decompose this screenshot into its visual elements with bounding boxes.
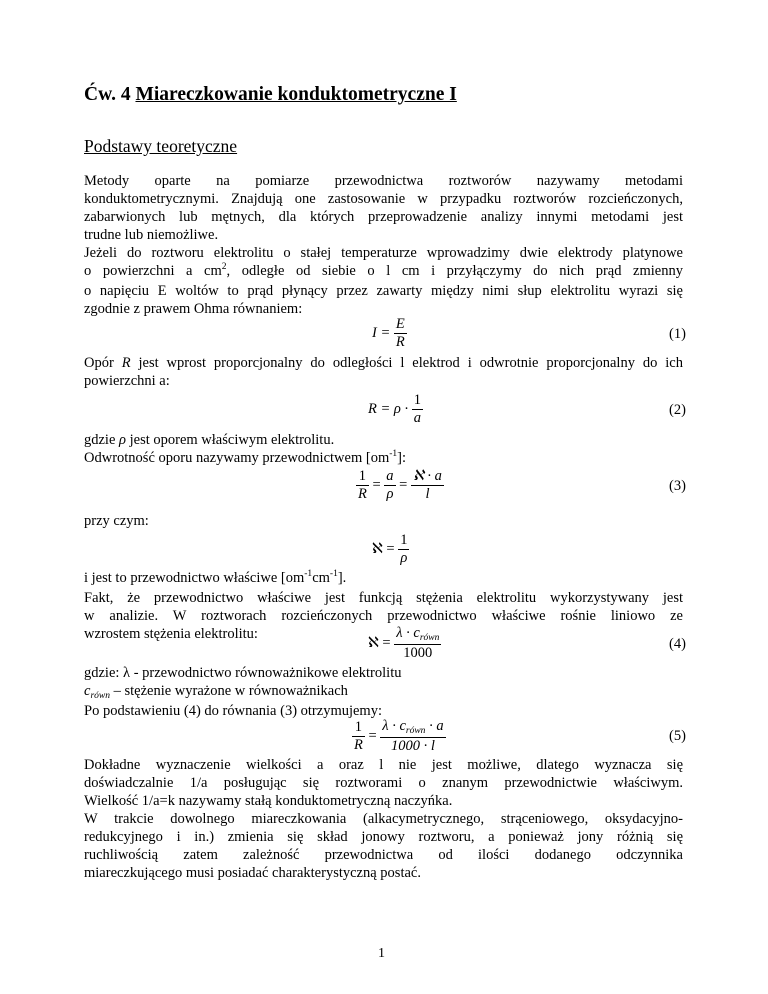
paragraph-resistance: [84, 354, 683, 390]
text-line: o powierzchni a $cm^2$, odległe od siebie o l cm i przyłączymy do nich prąd zmienny: [84, 262, 683, 279]
paragraph-intro: [84, 172, 683, 244]
text-line: trudne lub niemożliwe.: [84, 227, 219, 243]
title-prefix: Ćw. 4: [84, 84, 136, 105]
equation-number: (4): [669, 636, 686, 652]
text-line: o napięciu E woltów to prąd płynący przez zawarty między nimi słup elektrolitu wyrazi się: [84, 283, 683, 299]
equation-number: (5): [669, 728, 686, 744]
text-line: zgodnie z prawem Ohma równaniem:: [84, 301, 303, 317]
text-line: zabarwionych lub mętnych, dla których przeprowadzenie analizy innymi metodami jest: [84, 209, 683, 225]
page-number: 1: [378, 946, 385, 961]
section-heading: Podstawy teoretyczne: [84, 136, 238, 156]
paragraph-conductance: [84, 431, 683, 469]
paragraph-cell-constant: [84, 756, 683, 810]
text-line: Odwrotność oporu nazywamy przewodnictwem $[om^{-1}]$:: [84, 449, 407, 466]
equation-number: (3): [669, 478, 686, 494]
equation-number: (1): [669, 326, 686, 342]
text-line: Jeżeli do roztworu elektrolitu o stałej temperaturze wprowadzimy dwie elektrody platynowe: [84, 245, 683, 261]
equation-number: (2): [669, 402, 686, 418]
text-line: i jest to przewodnictwo właściwe $[om^{-1}cm^{-1}]$.: [84, 569, 347, 586]
text-line: wzrostem stężenia elektrolitu:: [84, 626, 258, 642]
text-line: W trakcie dowolnego miareczkowania (alkacymetrycznego, strąceniowego, oksydacyjno-: [84, 811, 683, 827]
text-line: powierzchni a:: [84, 373, 170, 389]
text-line: Metody oparte na pomiarze przewodnictwa roztworów nazywamy metodami: [84, 173, 683, 189]
text-line: doświadczalnie 1/a posługując się roztworami o znanym przewodnictwie właściwym.: [84, 775, 683, 791]
text-line: Opór R jest wprost proporcjonalny do odległości l elektrod i odwrotnie proporcjonalny do ich: [84, 355, 683, 371]
text-line: Wielkość 1/a=k nazywamy stałą konduktometryczną naczyńka.: [84, 793, 453, 809]
equation-4: ℵ = $\frac{\lambda \cdot c_{równ}}{1000}$: [368, 625, 440, 661]
text-line: $c_{równ}$ – stężenie wyrażone w równoważnikach: [84, 683, 348, 701]
exercise-title: [84, 84, 457, 106]
equation-specific-conductance: ℵ = $\frac{1}{\rho}$: [372, 532, 408, 566]
equation-3: $\frac{1}{R}$ = $\frac{a}{\rho}$ = $\frac{\text{ℵ · a}}{l}$: [358, 468, 442, 502]
text-line: Fakt, że przewodnictwo właściwe jest funkcją stężenia elektrolitu wykorzystywany jest: [84, 590, 683, 606]
text-line: redukcyjnego i in.) zmienia się skład jonowy roztworu, a ponieważ jony różnią się: [84, 829, 683, 845]
paragraph-przy-czym: przy czym:: [84, 513, 149, 529]
paragraph-definitions: [84, 664, 683, 720]
text-line: Dokładne wyznaczenie wielkości a oraz l nie jest możliwe, dlatego wyznacza się: [84, 757, 683, 773]
paragraph-titration: [84, 810, 683, 882]
text-line: Po podstawieniu (4) do równania (3) otrzymujemy:: [84, 703, 382, 719]
paragraph-electrodes: [84, 244, 683, 318]
text-line: miareczkującego musi posiadać charakterystyczną postać.: [84, 865, 421, 881]
equation-5: $\frac{1}{R}$ = $\frac{\lambda \cdot c_{równ} \cdot a}{1000 \cdot l}$: [354, 718, 444, 754]
text-line: konduktometrycznymi. Znajdują one zastosowanie w przypadku roztworów rozcieńczonych,: [84, 191, 683, 207]
equation-2: R = ρ · $\frac{1}{a}$: [368, 392, 421, 426]
text-line: w analizie. W roztworach rozcieńczonych przewodnictwo właściwe rośnie liniowo ze: [84, 608, 683, 624]
text-line: ruchliwością zatem zależność przewodnictwa od ilości dodanego odczynnika: [84, 847, 683, 863]
text-line: gdzie ρ jest oporem właściwym elektrolitu.: [84, 432, 335, 448]
title-main: Miareczkowanie konduktometryczne I: [135, 84, 457, 105]
equation-1: I = $\frac{E}{R}$: [372, 316, 405, 350]
text-line: gdzie: λ - przewodnictwo równoważnikowe elektrolitu: [84, 665, 402, 681]
